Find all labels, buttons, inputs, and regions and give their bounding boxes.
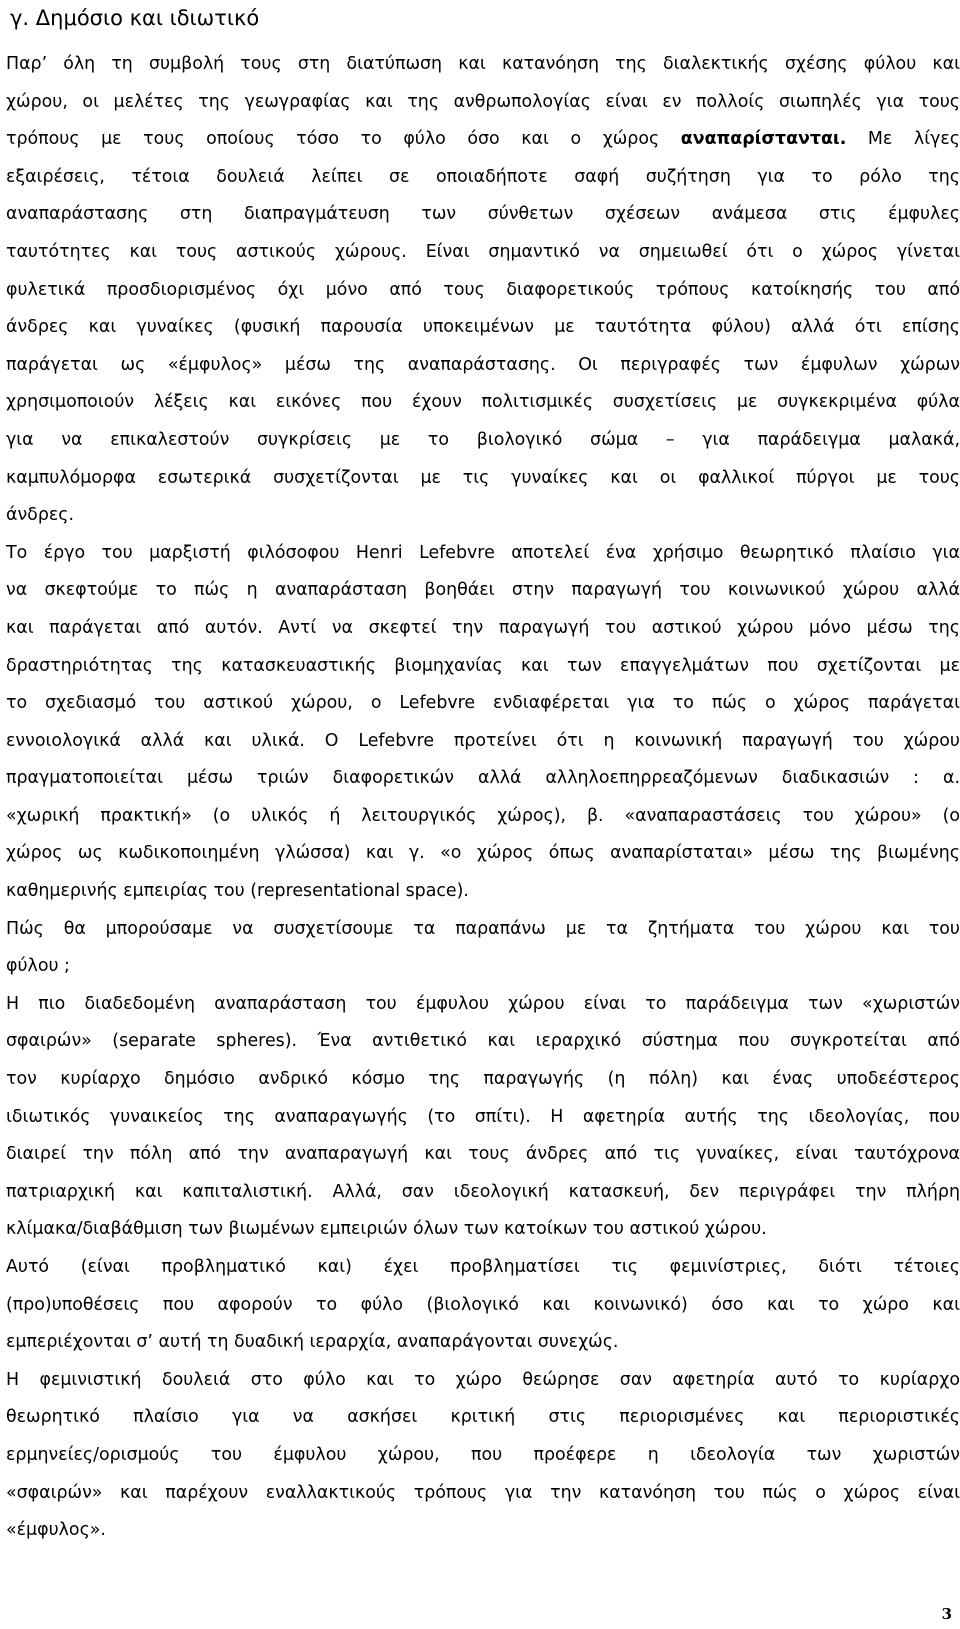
text-line: Η πιο διαδεδομένη αναπαράσταση του έμφυλου χώρου είναι το παράδειγμα των «χωριστών: [6, 993, 960, 1014]
text-line: άνδρες και γυναίκες (φυσική παρουσία υποκειμένων με ταυτότητα φύλου) αλλά ότι επίσης: [6, 317, 960, 338]
text-line: αναπαράστασης στη διαπραγμάτευση των σύνθετων σχέσεων ανάμεσα στις έμφυλες: [6, 204, 960, 225]
text-line: «χωρική πρακτική» (ο υλικός ή λειτουργικός χώρος), β. «αναπαραστάσεις του χώρου» (ο: [6, 805, 960, 826]
text-line: Η φεμινιστική δουλειά στο φύλο και το χώρο θεώρησε σαν αφετηρία αυτό το κυρίαρχο: [6, 1369, 960, 1390]
text-line: φύλου ;: [6, 956, 70, 977]
text-line: ταυτότητες και τους αστικούς χώρους. Είναι σημαντικό να σημειωθεί ότι ο χώρος γίνεται: [6, 241, 960, 262]
text-segment: Με λίγες: [846, 129, 960, 150]
text-line: καμπυλόμορφα εσωτερικά συσχετίζονται με τις γυναίκες και οι φαλλικοί πύργοι με τους: [6, 467, 960, 488]
text-line: Το έργο του μαρξιστή φιλόσοφου Henri Lefebvre αποτελεί ένα χρήσιμο θεωρητικό πλαίσιο για: [6, 542, 960, 563]
text-line: άνδρες.: [6, 505, 74, 526]
text-line: σφαιρών» (separate spheres). Ένα αντιθετικό και ιεραρχικό σύστημα που συγκροτείται από: [6, 1031, 960, 1052]
body-text: [6, 46, 960, 1550]
text-line: και παράγεται από αυτόν. Αντί να σκεφτεί την παραγωγή του αστικού χώρου μόνο μέσω της: [6, 617, 960, 638]
text-line: το σχεδιασμό του αστικού χώρου, ο Lefebvre ενδιαφέρεται για το πώς ο χώρος παράγεται: [6, 693, 960, 714]
text-line: εννοιολογικά αλλά και υλικά. Ο Lefebvre προτείνει ότι η κοινωνική παραγωγή του χώρου: [6, 730, 960, 751]
text-line: Παρ’ όλη τη συμβολή τους στη διατύπωση και κατανόηση της διαλεκτικής σχέσης φύλου και: [6, 54, 960, 74]
text-line: να σκεφτούμε το πώς η αναπαράσταση βοηθάει στην παραγωγή του κοινωνικού χώρου αλλά: [6, 580, 960, 601]
text-line: [6, 121, 960, 159]
page-number: 3: [941, 1605, 952, 1623]
section-heading: γ. Δημόσιο και ιδιωτικό: [10, 6, 260, 30]
text-line: τον κυρίαρχο δημόσιο ανδρικό κόσμο της παραγωγής (η πόλη) και ένας υποδεέστερος: [6, 1069, 960, 1090]
text-line: ιδιωτικός γυναικείος της αναπαραγωγής (το σπίτι). Η αφετηρία αυτής της ιδεολογίας, που: [6, 1106, 960, 1127]
bold-term: αναπαρίστανται.: [680, 129, 847, 150]
text-line: χώρου, οι μελέτες της γεωγραφίας και της ανθρωπολογίας είναι εν πολλοίς σιωπηλές για τους: [6, 91, 960, 112]
text-line: Πώς θα μπορούσαμε να συσχετίσουμε τα παραπάνω με τα ζητήματα του χώρου και του: [6, 918, 960, 939]
text-line: χρησιμοποιούν λέξεις και εικόνες που έχουν πολιτισμικές συσχετίσεις με συγκεκριμένα φύλα: [6, 392, 960, 413]
text-line: εμπεριέχονται σ’ αυτή τη δυαδική ιεραρχία, αναπαράγονται συνεχώς.: [6, 1332, 619, 1353]
text-segment: τρόπους με τους οποίους τόσο το φύλο όσο και ο χώρος: [6, 129, 681, 150]
text-line: δραστηριότητας της κατασκευαστικής βιομηχανίας και των επαγγελμάτων που σχετίζονται με: [6, 655, 960, 676]
text-line: χώρος ως κωδικοποιημένη γλώσσα) και γ. «ο χώρος όπως αναπαρίσταται» μέσω της βιωμένης: [6, 843, 960, 864]
text-line: εξαιρέσεις, τέτοια δουλειά λείπει σε οποιαδήποτε σαφή συζήτηση για το ρόλο της: [6, 166, 960, 187]
text-line: «σφαιρών» και παρέχουν εναλλακτικούς τρόπους για την κατανόηση του πώς ο χώρος είναι: [6, 1482, 960, 1503]
text-line: διαιρεί την πόλη από την αναπαραγωγή και τους άνδρες από τις γυναίκες, είναι ταυτόχρονα: [6, 1144, 960, 1165]
text-line: παράγεται ως «έμφυλος» μέσω της αναπαράστασης. Οι περιγραφές των έμφυλων χώρων: [6, 354, 960, 375]
text-line: φυλετικά προσδιορισμένος όχι μόνο από τους διαφορετικούς τρόπους κατοίκησής του από: [6, 279, 960, 300]
text-line: για να επικαλεστούν συγκρίσεις με το βιολογικό σώμα – για παράδειγμα μαλακά,: [6, 429, 960, 450]
text-line: κλίμακα/διαβάθμιση των βιωμένων εμπειριών όλων των κατοίκων του αστικού χώρου.: [6, 1219, 767, 1240]
text-line: ερμηνείες/ορισμούς του έμφυλου χώρου, που προέφερε η ιδεολογία των χωριστών: [6, 1444, 960, 1465]
text-line: (προ)υποθέσεις που αφορούν το φύλο (βιολογικό και κοινωνικό) όσο και το χώρο και: [6, 1294, 960, 1315]
text-line: Αυτό (είναι προβληματικό και) έχει προβληματίσει τις φεμινίστριες, διότι τέτοιες: [6, 1257, 960, 1277]
text-line: πραγματοποιείται μέσω τριών διαφορετικών αλλά αλληλοεπηρρεαζόμενων διαδικασιών : α.: [6, 768, 960, 789]
text-line: καθημερινής εμπειρίας του (representational space).: [6, 881, 469, 902]
text-line: θεωρητικό πλαίσιο για να ασκήσει κριτική στις περιορισμένες και περιοριστικές: [6, 1407, 960, 1428]
text-line: «έμφυλος».: [6, 1520, 106, 1541]
text-line: πατριαρχική και καπιταλιστική. Αλλά, σαν ιδεολογική κατασκευή, δεν περιγράφει την πλήρη: [6, 1181, 960, 1202]
